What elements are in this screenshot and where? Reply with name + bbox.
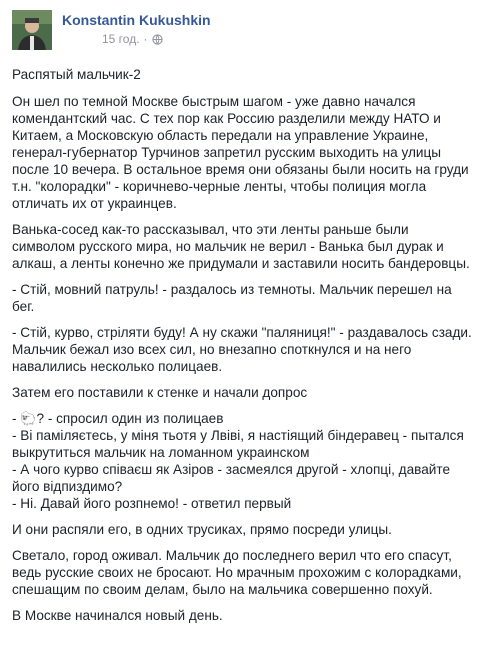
paragraph-line: спешащим по своим делам, было на мальчика совершенно похуй. — [12, 582, 433, 597]
story-paragraph — [12, 221, 491, 272]
author-name[interactable]: Konstantin Kukushkin — [62, 12, 211, 28]
closing-paragraphs — [12, 521, 491, 624]
paragraph-line: Мальчик бежал изо всех сил, но внезапно споткнулся и на него — [12, 342, 412, 357]
dialog-line: - 🐑? - спросил один из полицаев — [12, 411, 224, 426]
story-paragraphs — [12, 93, 491, 375]
paragraph-line: комендантский час. С тех пор как Россию разделили между НАТО и — [12, 111, 441, 126]
story-paragraph — [12, 521, 491, 538]
story-paragraph — [12, 607, 491, 624]
paragraph-line: символом русского мира, но мальчик не верил - Ванька был дурак и — [12, 239, 444, 254]
separator-dot: · — [143, 32, 148, 46]
paragraph-line: навалились несколько полицаев. — [12, 359, 223, 374]
story-paragraph — [12, 547, 491, 598]
post-header — [12, 6, 491, 56]
post-timestamp[interactable]: 15 год. — [102, 32, 140, 46]
paragraph-line: алкаш, а ленты конечно же придумали и заставили носить бандеровцы. — [12, 256, 470, 271]
paragraph-line: В Москве начинался новый день. — [12, 608, 223, 623]
avatar[interactable] — [12, 10, 52, 50]
paragraph-line: Ванька-сосед как-то рассказывал, что эти ленты раньше были — [12, 222, 409, 237]
story-paragraph — [12, 281, 491, 315]
dialog-block — [12, 410, 491, 512]
post-meta — [62, 6, 211, 46]
dialog-line: выкрутиться мальчик на ломанном украинском — [12, 445, 310, 460]
dialog-line: - А чого курво співаєш як Азіров - засмеялся другой - хлопці, давайте — [12, 462, 451, 477]
sheep-emoji-icon: 🐑 — [20, 411, 37, 426]
paragraph-line: Он шел по темной Москве быстрым шагом - уже давно начался — [12, 94, 416, 109]
dialog-line: його відпиздимо? — [12, 479, 123, 494]
paragraph-line: т.н. "колорадки" - коричнево-черные ленты, чтобы полиция могла — [12, 179, 427, 194]
dialog-line: - Ні. Давай його розпнемо! - ответил первый — [12, 496, 292, 511]
paragraph-line: отличать их от украинцев. — [12, 196, 177, 211]
paragraph-line: после 10 вечера. В остальное время они обязаны были носить на груди — [12, 162, 469, 177]
globe-icon[interactable] — [152, 34, 163, 45]
interrogation-intro: Затем его поставили к стенке и начали допрос — [12, 385, 308, 400]
avatar-image — [12, 10, 52, 50]
story-paragraph — [12, 324, 491, 375]
paragraph-line: Китаем, а Московскую область передали на управление Украине, — [12, 128, 429, 143]
paragraph-line: - Стій, мовний патруль! - раздалось из темноты. Мальчик перешел на — [12, 282, 452, 297]
post-subline — [102, 32, 211, 46]
post-title: Распятый мальчик-2 — [12, 67, 141, 82]
paragraph-line: генерал-губернатор Турчинов запретил русским выходить на улицы — [12, 145, 442, 160]
paragraph-line: Светало, город оживал. Мальчик до последнего верил что его спасут, — [12, 548, 452, 563]
paragraph-line: - Стій, курво, стріляти буду! А ну скажи "паляниця!" - раздавалось сзади. — [12, 325, 472, 340]
dialog-line: - Ві паміляєтесь, у міня тьотя у Лвіві, я настіящий біндеравец - пытался — [12, 428, 464, 443]
post-body — [12, 66, 491, 624]
paragraph-line: ведь русские своих не бросают. Но мрачным прохожим с колорадками, — [12, 565, 462, 580]
story-paragraph — [12, 93, 491, 212]
paragraph-line: бег. — [12, 299, 35, 314]
paragraph-line: И они распяли его, в одних трусиках, прямо посреди улицы. — [12, 522, 392, 537]
